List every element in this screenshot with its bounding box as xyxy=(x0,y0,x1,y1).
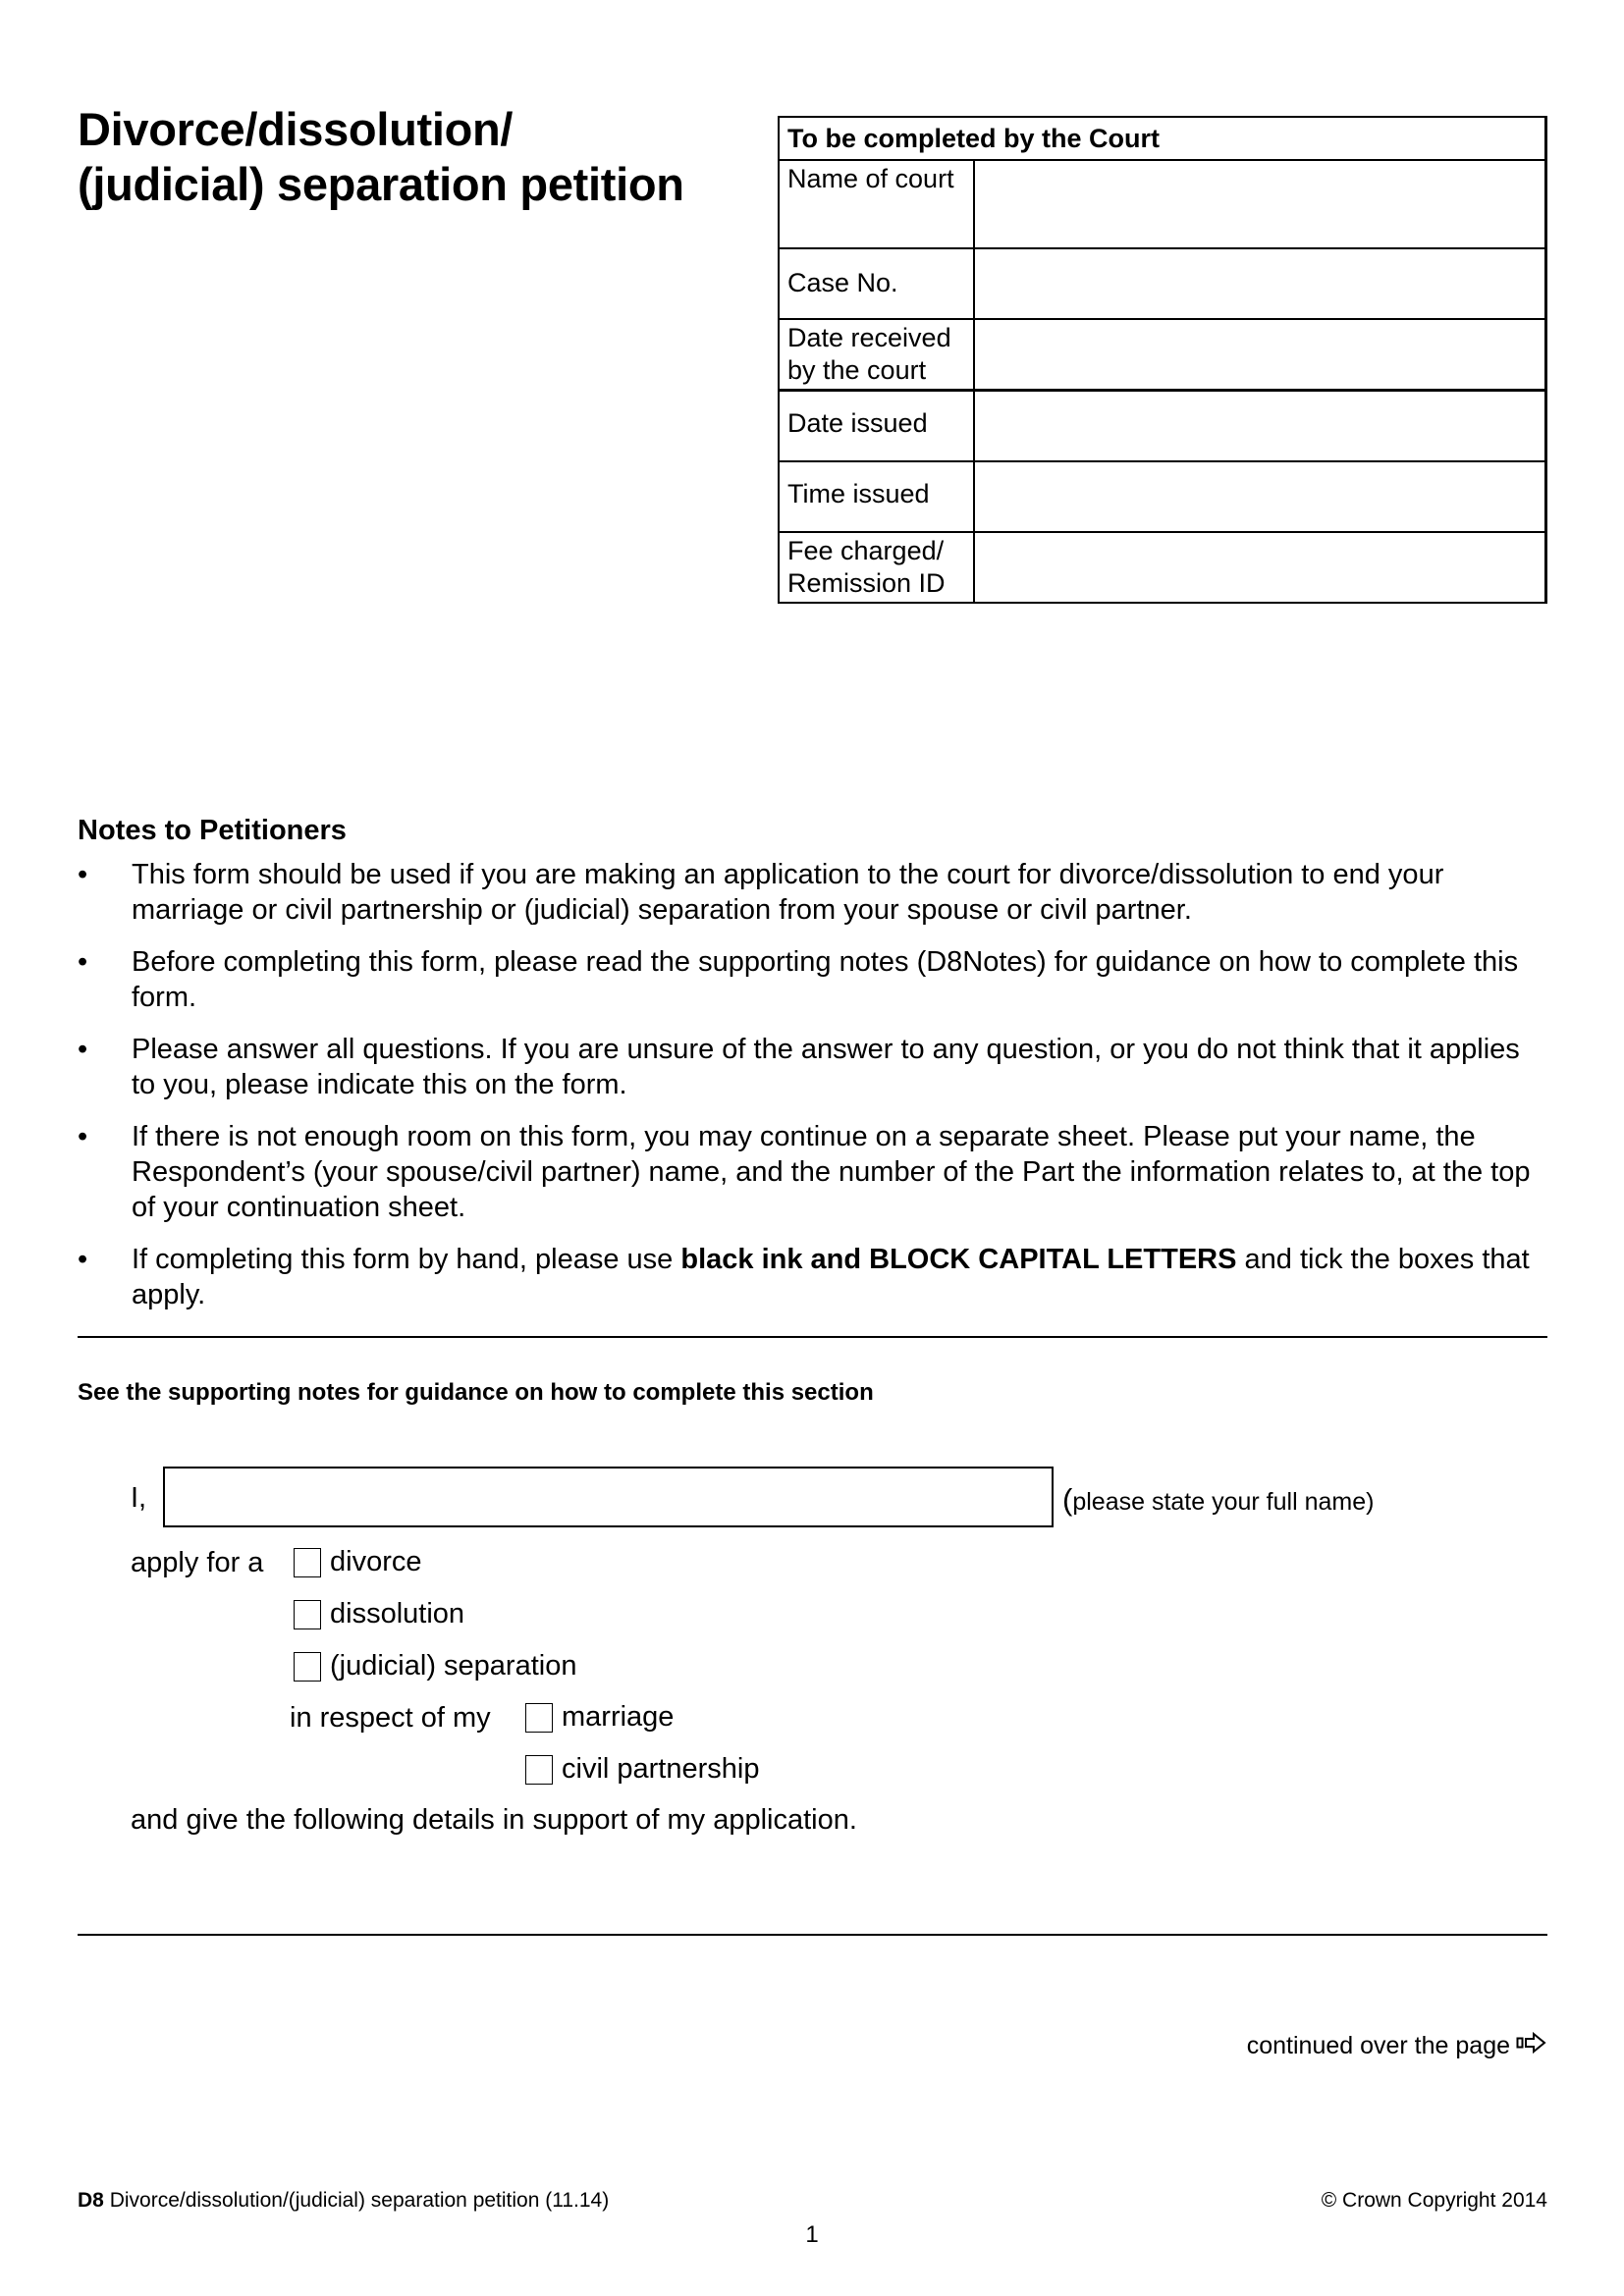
date-received-label xyxy=(780,319,974,391)
name-of-court-field[interactable] xyxy=(975,161,1544,247)
full-name-input[interactable] xyxy=(163,1467,1054,1527)
date-received-label-line-1: Date received xyxy=(787,323,951,352)
form-code: D8 xyxy=(78,2189,104,2212)
court-row-time-issued xyxy=(780,461,1544,532)
fee-charged-label xyxy=(780,532,974,602)
bullet-icon: • xyxy=(78,859,88,890)
court-details-table xyxy=(780,161,1544,602)
page-title xyxy=(78,102,765,212)
dissolution-label: dissolution xyxy=(330,1598,465,1629)
option-marriage[interactable] xyxy=(525,1701,674,1734)
date-received-field[interactable] xyxy=(975,320,1544,389)
court-box-heading: To be completed by the Court xyxy=(780,118,1544,161)
hint-paren: ( xyxy=(1062,1482,1073,1517)
section-divider-bottom xyxy=(78,1934,1547,1936)
court-row-fee-charged xyxy=(780,532,1544,602)
marriage-label: marriage xyxy=(562,1701,675,1733)
notes-list xyxy=(78,857,1550,1329)
time-issued-field[interactable] xyxy=(975,462,1544,531)
in-respect-of-label: in respect of my xyxy=(290,1702,491,1734)
fee-charged-label-line-1: Fee charged/ xyxy=(787,536,945,565)
fee-charged-label-line-2: Remission ID xyxy=(787,568,946,598)
fee-charged-field[interactable] xyxy=(975,533,1544,602)
marriage-checkbox[interactable] xyxy=(525,1703,553,1733)
continued-text: continued over the page xyxy=(1246,2032,1510,2059)
note-text-after: and tick the boxes that apply. xyxy=(132,1244,1530,1310)
date-issued-label: Date issued xyxy=(780,391,974,462)
title-line-1: Divorce/dissolution/ xyxy=(78,103,514,155)
note-item xyxy=(78,1119,1550,1225)
time-issued-label: Time issued xyxy=(780,461,974,532)
bullet-icon: • xyxy=(78,1121,88,1152)
note-text: Before completing this form, please read the supporting notes (D8Notes) for guidance on how to complete this form. xyxy=(132,946,1519,1013)
page-number: 1 xyxy=(805,2221,819,2248)
dissolution-checkbox[interactable] xyxy=(294,1600,321,1629)
option-judicial-separation[interactable] xyxy=(294,1650,576,1682)
bullet-icon: • xyxy=(78,1034,88,1065)
option-civil-partnership[interactable] xyxy=(525,1753,759,1786)
option-divorce[interactable] xyxy=(294,1546,422,1578)
note-text-before: If completing this form by hand, please use xyxy=(132,1244,681,1275)
footer-copyright: © Crown Copyright 2014 xyxy=(1321,2189,1547,2212)
section-divider-top xyxy=(78,1336,1547,1338)
apply-for-label: apply for a xyxy=(131,1547,264,1578)
note-item xyxy=(78,944,1550,1015)
title-line-2: (judicial) separation petition xyxy=(78,158,684,210)
civil-partnership-checkbox[interactable] xyxy=(525,1755,553,1785)
closing-statement: and give the following details in support of my application. xyxy=(131,1804,857,1836)
note-item xyxy=(78,1242,1550,1312)
court-row-name-of-court xyxy=(780,161,1544,248)
note-text-bold: black ink and BLOCK CAPITAL LETTERS xyxy=(680,1244,1237,1275)
bullet-icon: • xyxy=(78,1244,88,1275)
note-text: Please answer all questions. If you are unsure of the answer to any question, or you do not think that it applies to you, please indicate this on the form. xyxy=(132,1034,1520,1100)
arrow-right-icon xyxy=(1516,2032,1547,2060)
judicial-separation-label: (judicial) separation xyxy=(330,1650,577,1682)
divorce-label: divorce xyxy=(330,1546,422,1577)
footer-form-reference xyxy=(78,2189,609,2213)
date-received-label-line-2: by the court xyxy=(787,355,927,385)
note-text: This form should be used if you are making an application to the court for divorce/dissolution to end your marriage or civil partnership or (judicial) separation from your spouse or civil partner. xyxy=(132,859,1444,926)
divorce-checkbox[interactable] xyxy=(294,1548,321,1577)
civil-partnership-label: civil partnership xyxy=(562,1753,760,1785)
court-row-date-issued xyxy=(780,391,1544,462)
hint-text: please state your full name) xyxy=(1072,1488,1375,1516)
case-no-field[interactable] xyxy=(975,249,1544,318)
continued-over-page xyxy=(1247,2032,1547,2060)
note-item xyxy=(78,857,1550,928)
court-use-box xyxy=(778,116,1547,604)
court-row-date-received xyxy=(780,319,1544,391)
option-dissolution[interactable] xyxy=(294,1598,464,1630)
form-name: Divorce/dissolution/(judicial) separation petition (11.14) xyxy=(103,2189,610,2212)
note-item xyxy=(78,1032,1550,1102)
court-row-case-no xyxy=(780,248,1544,319)
date-issued-field[interactable] xyxy=(975,392,1544,460)
full-name-hint xyxy=(1062,1482,1374,1518)
section-guidance: See the supporting notes for guidance on how to complete this section xyxy=(78,1379,874,1406)
bullet-icon: • xyxy=(78,946,88,978)
note-text: If there is not enough room on this form, you may continue on a separate sheet. Please put your name, the Respondent’s (your spouse/civil partner) name, and the number of the Part the information relates to, at the top of your continuation sheet. xyxy=(132,1121,1531,1223)
i-label: I, xyxy=(131,1482,147,1514)
name-of-court-label: Name of court xyxy=(780,161,974,248)
notes-heading: Notes to Petitioners xyxy=(78,815,347,846)
case-no-label: Case No. xyxy=(780,248,974,319)
judicial-separation-checkbox[interactable] xyxy=(294,1652,321,1682)
